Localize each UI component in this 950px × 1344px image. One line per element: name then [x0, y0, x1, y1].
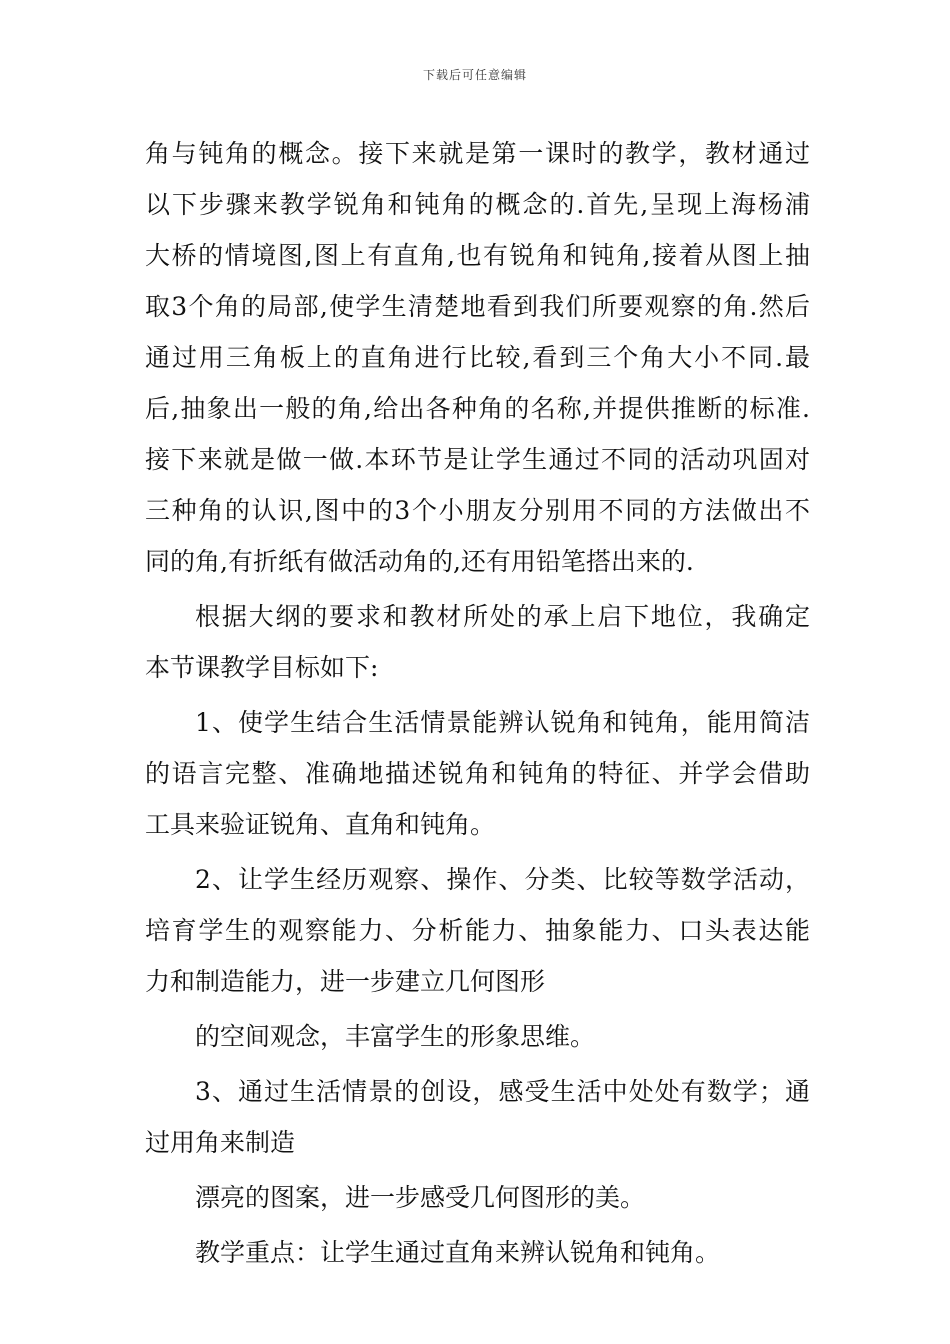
paragraph-goal-1 — [145, 697, 810, 850]
text-line: 过用角来制造 — [145, 1128, 296, 1157]
text-line: 漂亮的图案，进一步感受几何图形的美。 — [195, 1183, 646, 1212]
paragraph-goal-3-cont — [145, 1172, 810, 1223]
paragraph-goals-intro — [145, 591, 810, 693]
document-body — [145, 128, 810, 1278]
text-line: 角与钝角的概念。接下来就是第一课时的教学，教材通过 — [145, 139, 810, 168]
text-line: 工具来验证锐角、直角和钝角。 — [145, 810, 496, 839]
text-line: 的空间观念，丰富学生的形象思维。 — [195, 1022, 596, 1051]
text-line: 教学重点：让学生通过直角来辨认锐角和钝角。 — [195, 1238, 721, 1267]
text-line: 同的角,有折纸有做活动角的,还有用铅笔搭出来的. — [145, 547, 694, 576]
text-line: 三种角的认识,图中的3个小朋友分别用不同的方法做出不 — [145, 496, 810, 525]
text-line: 2、让学生经历观察、操作、分类、比较等数学活动， — [195, 865, 810, 894]
paragraph-goal-2-cont — [145, 1011, 810, 1062]
paragraph-intro — [145, 128, 810, 587]
text-line: 根据大纲的要求和教材所处的承上启下地位，我确定 — [195, 602, 810, 631]
paragraph-goal-3 — [145, 1066, 810, 1168]
text-line: 1、使学生结合生活情景能辨认锐角和钝角，能用简洁 — [195, 708, 810, 737]
text-line: 取3个角的局部,使学生清楚地看到我们所要观察的角.然后 — [145, 292, 810, 321]
text-line: 的语言完整、准确地描述锐角和钝角的特征、并学会借助 — [145, 759, 810, 788]
text-line: 培育学生的观察能力、分析能力、抽象能力、口头表达能 — [145, 916, 810, 945]
paragraph-key-point — [145, 1227, 810, 1278]
text-line: 通过用三角板上的直角进行比较,看到三个角大小不同.最 — [145, 343, 810, 372]
text-line: 以下步骤来教学锐角和钝角的概念的.首先,呈现上海杨浦 — [145, 190, 810, 219]
text-line: 力和制造能力，进一步建立几何图形 — [145, 967, 546, 996]
page-header: 下载后可任意编辑 — [422, 68, 527, 82]
text-line: 后,抽象出一般的角,给出各种角的名称,并提供推断的标准. — [145, 394, 810, 423]
text-line: 大桥的情境图,图上有直角,也有锐角和钝角,接着从图上抽 — [145, 241, 810, 270]
paragraph-goal-2 — [145, 854, 810, 1007]
text-line: 本节课教学目标如下: — [145, 653, 379, 682]
text-line: 3、通过生活情景的创设，感受生活中处处有数学；通 — [195, 1077, 810, 1106]
text-line: 接下来就是做一做.本环节是让学生通过不同的活动巩固对 — [145, 445, 810, 474]
